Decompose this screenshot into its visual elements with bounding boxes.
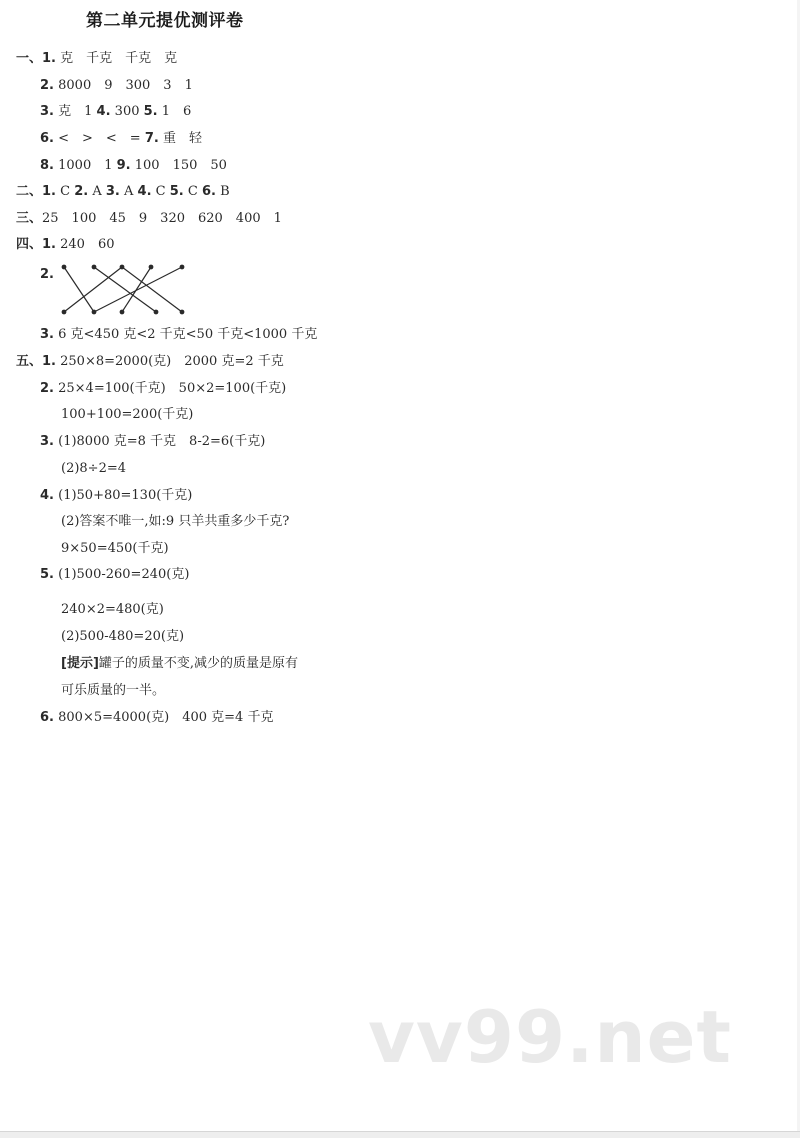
answer-text: 8000 9 300 3 1 bbox=[58, 78, 193, 93]
question-number: 3. bbox=[40, 327, 54, 342]
section-label: 五、 bbox=[16, 354, 43, 369]
question-number: 4. bbox=[40, 488, 54, 503]
question-number: 1. bbox=[42, 237, 56, 252]
part4-q3 bbox=[40, 326, 317, 344]
answer-text: 100 150 50 bbox=[134, 158, 227, 173]
part5-q2-line2: 100+100=200(千克) bbox=[61, 407, 194, 422]
answer-text: 1000 1 bbox=[58, 158, 113, 173]
matching-lines-diagram bbox=[58, 262, 188, 318]
part5-q5-line3: (2)500-480=20(克) bbox=[61, 629, 185, 644]
choice-answer: B bbox=[220, 184, 230, 199]
part5-q3-line1 bbox=[40, 433, 265, 451]
question-number: 6. bbox=[40, 710, 54, 725]
part1-q2 bbox=[40, 77, 193, 95]
section-label: 二、 bbox=[16, 184, 43, 199]
question-number: 1. bbox=[42, 51, 56, 66]
question-number: 9. bbox=[116, 158, 131, 173]
part5-q6 bbox=[40, 709, 273, 727]
question-number: 2. bbox=[40, 267, 54, 282]
part5-hint-line2: 可乐质量的一半。 bbox=[61, 683, 166, 698]
part1-q6-q7 bbox=[40, 130, 202, 148]
answer-text: 250×8=2000(克) 2000 克=2 千克 bbox=[60, 354, 284, 369]
answer-text: 6 克<450 克<2 千克<50 千克<1000 千克 bbox=[58, 327, 318, 342]
answer-text: 克 千克 千克 克 bbox=[60, 51, 178, 66]
question-number: 3. bbox=[40, 434, 54, 449]
part1-q3-q5 bbox=[40, 103, 191, 121]
question-number: 4. bbox=[137, 184, 152, 199]
answer-text: (1)500-260=240(克) bbox=[58, 567, 190, 582]
answer-text: (1)8000 克=8 千克 8-2=6(千克) bbox=[58, 434, 266, 449]
choice-answer: A bbox=[124, 184, 134, 199]
hint-text: 罐子的质量不变,减少的质量是原有 bbox=[98, 656, 299, 671]
part5-q4-line2: (2)答案不唯一,如:9 只羊共重多少千克? bbox=[61, 514, 290, 529]
part4-q1 bbox=[16, 236, 115, 254]
part5-q5-line2: 240×2=480(克) bbox=[61, 602, 164, 617]
part5-q4-line1 bbox=[40, 487, 192, 505]
question-number: 5. bbox=[40, 567, 54, 582]
question-number: 5. bbox=[169, 184, 184, 199]
question-number: 3. bbox=[40, 104, 54, 119]
answer-text: 300 bbox=[114, 104, 140, 119]
question-number: 5. bbox=[143, 104, 158, 119]
choice-answer: C bbox=[155, 184, 166, 199]
choice-answer: C bbox=[187, 184, 198, 199]
section-label: 一、 bbox=[16, 51, 43, 66]
answer-text: 240 60 bbox=[60, 237, 115, 252]
part2-answers bbox=[16, 183, 230, 201]
answer-text: 25×4=100(千克) 50×2=100(千克) bbox=[58, 381, 287, 396]
answer-text: 800×5=4000(克) 400 克=4 千克 bbox=[58, 710, 274, 725]
part5-q2-line1 bbox=[40, 380, 286, 398]
page-title: 第二单元提优测评卷 bbox=[86, 11, 244, 31]
answer-text: 1 6 bbox=[161, 104, 192, 119]
part5-hint-line1 bbox=[61, 655, 298, 673]
question-number: 1. bbox=[42, 354, 56, 369]
answer-text: (1)50+80=130(千克) bbox=[58, 488, 193, 503]
answer-text: 克 1 bbox=[58, 104, 93, 119]
question-number: 8. bbox=[40, 158, 54, 173]
answer-text: < > < = bbox=[58, 131, 141, 146]
question-number: 4. bbox=[96, 104, 111, 119]
part1-q1 bbox=[16, 50, 177, 68]
watermark: vv99.net bbox=[368, 995, 732, 1079]
question-number: 7. bbox=[144, 131, 159, 146]
hint-label: [提示] bbox=[61, 656, 99, 671]
question-number: 3. bbox=[105, 184, 120, 199]
section-label: 三、 bbox=[16, 211, 43, 226]
question-number: 6. bbox=[201, 184, 216, 199]
question-number: 2. bbox=[74, 184, 89, 199]
question-number: 2. bbox=[40, 78, 54, 93]
part5-q4-line3: 9×50=450(千克) bbox=[61, 541, 169, 556]
choice-answer: A bbox=[92, 184, 102, 199]
part4-q2 bbox=[40, 266, 54, 284]
answer-text: 重 轻 bbox=[162, 131, 202, 146]
choice-answer: C bbox=[60, 184, 71, 199]
answer-text: 25 100 45 9 320 620 400 1 bbox=[42, 211, 282, 226]
section-label: 四、 bbox=[16, 237, 43, 252]
part5-q5-line1 bbox=[40, 566, 189, 584]
part3-answers bbox=[16, 210, 282, 228]
question-number: 6. bbox=[40, 131, 54, 146]
part5-q3-line2: (2)8÷2=4 bbox=[61, 461, 127, 476]
part5-q1 bbox=[16, 353, 284, 371]
question-number: 1. bbox=[42, 184, 56, 199]
question-number: 2. bbox=[40, 381, 54, 396]
part1-q8-q9 bbox=[40, 157, 227, 175]
